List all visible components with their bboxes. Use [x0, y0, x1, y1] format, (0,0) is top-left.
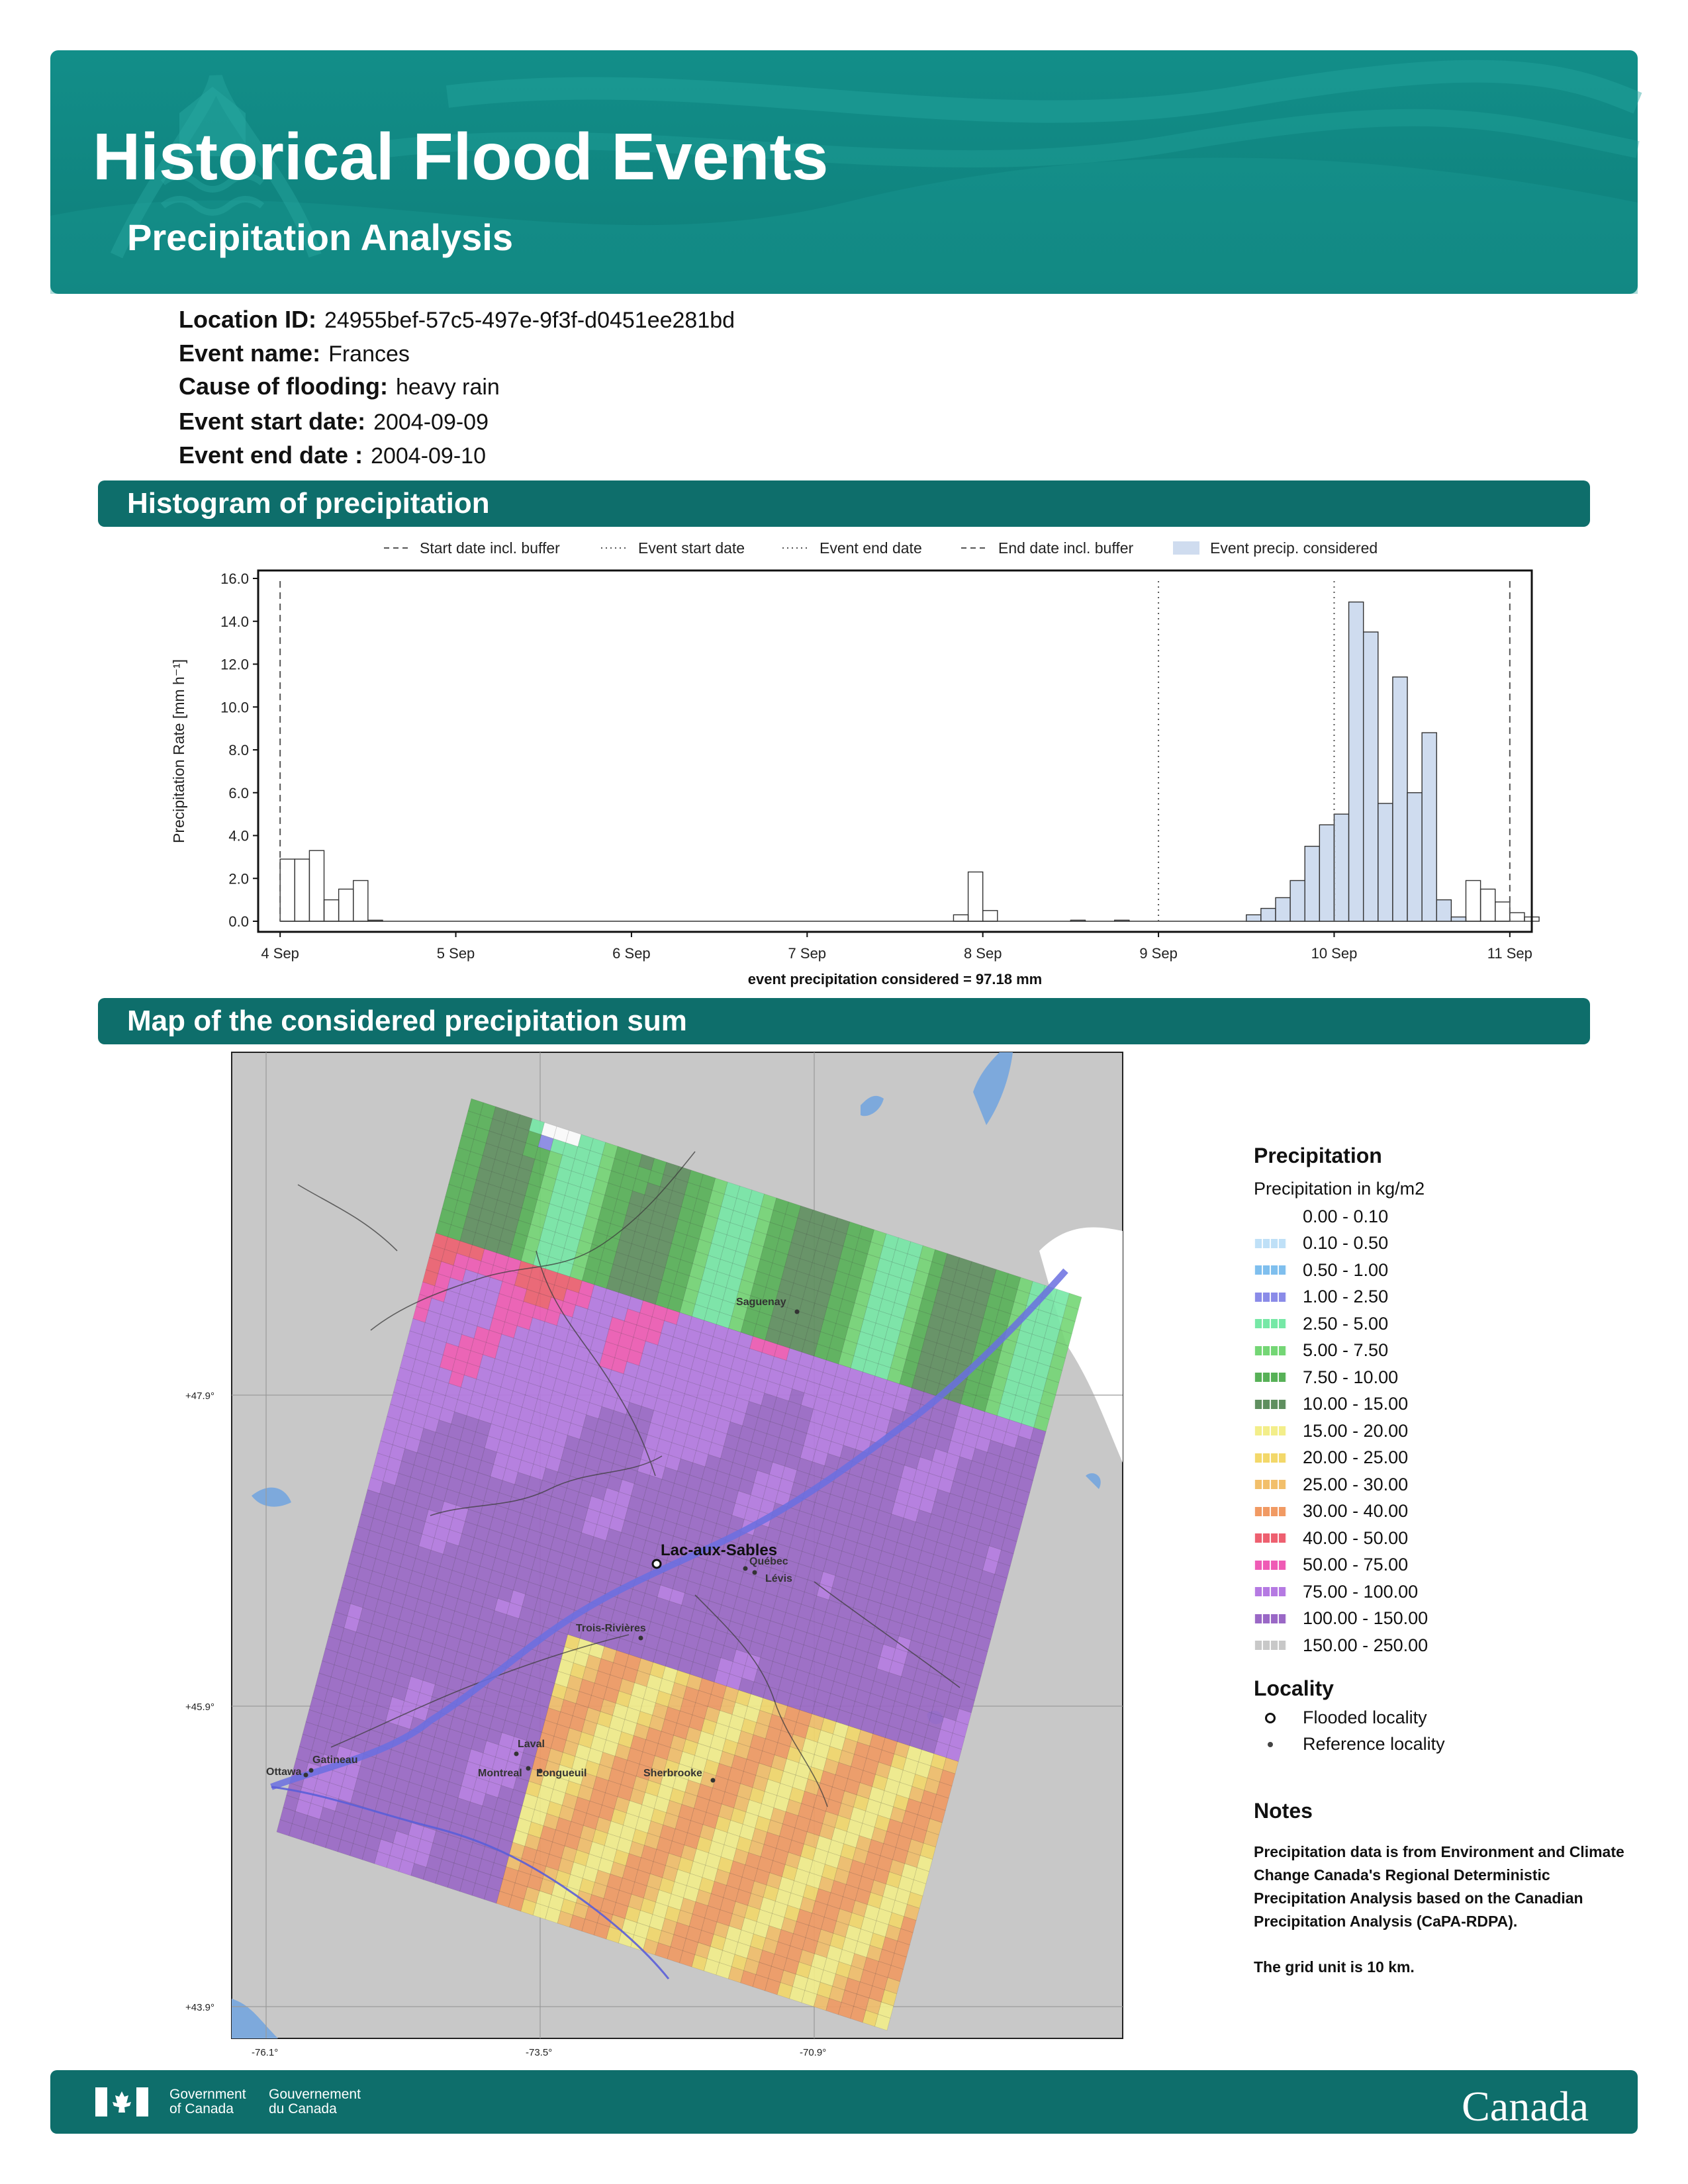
legend-event-start: Event start date	[638, 539, 745, 557]
locality-sherbrooke: Sherbrooke	[643, 1768, 702, 1779]
legend-class-row	[1254, 1310, 1624, 1338]
histogram-bar	[1070, 920, 1085, 921]
legend-swatch	[1254, 1212, 1287, 1221]
histogram-bar	[968, 872, 983, 921]
histogram-xticks	[261, 932, 1532, 962]
legend-swatch	[1254, 1614, 1287, 1623]
legend-swatch	[1254, 1480, 1287, 1489]
histogram-xtick-label: 5 Sep	[436, 945, 475, 962]
event-name-label: Event name:	[179, 340, 321, 367]
histogram-bar	[1261, 909, 1276, 921]
legend-class-row	[1254, 1257, 1624, 1284]
locality-longueuil: Longueuil	[536, 1768, 587, 1779]
histogram-ylabel: Precipitation Rate [mm h⁻¹]	[170, 659, 187, 844]
histogram-bar	[1246, 915, 1261, 921]
legend-class-label: 0.10 - 0.50	[1303, 1233, 1389, 1253]
legend-class-row	[1254, 1284, 1624, 1311]
histogram-bar	[1407, 793, 1422, 921]
legend-reference-locality	[1254, 1731, 1624, 1758]
gov-fr-line2: du Canada	[269, 2101, 337, 2116]
section-header-histogram	[98, 480, 1590, 527]
histogram-xtick-label: 8 Sep	[963, 945, 1002, 962]
start-date-label: Event start date:	[179, 408, 366, 435]
histogram-bar	[339, 889, 353, 921]
histogram-bar	[1319, 825, 1334, 921]
legend-class-row	[1254, 1445, 1624, 1472]
legend-class-label: 50.00 - 75.00	[1303, 1555, 1409, 1575]
histogram-bar	[1466, 880, 1480, 921]
histogram-ytick-label: 0.0	[228, 913, 249, 930]
histogram-bar	[1115, 920, 1129, 921]
histogram-bar	[280, 859, 295, 921]
legend-classes	[1254, 1203, 1624, 1659]
locality-montreal: Montreal	[478, 1768, 522, 1779]
legend-end-buffer: End date incl. buffer	[998, 539, 1134, 557]
legend-class-row	[1254, 1230, 1624, 1257]
legend-class-label: 100.00 - 150.00	[1303, 1608, 1429, 1629]
histogram-bar	[983, 911, 998, 921]
legend-flooded-locality	[1254, 1705, 1624, 1731]
legend-title: Precipitation	[1254, 1144, 1382, 1167]
legend-swatch	[1254, 1319, 1287, 1328]
histogram-ytick-label: 14.0	[220, 613, 249, 630]
legend-class-row	[1254, 1418, 1624, 1445]
legend-class-label: 20.00 - 25.00	[1303, 1447, 1409, 1468]
section-header-map	[98, 998, 1590, 1044]
event-name-value: Frances	[328, 341, 410, 367]
legend-class-label: 10.00 - 15.00	[1303, 1394, 1409, 1414]
histogram-bar	[1349, 602, 1364, 921]
flooded-locality-marker	[653, 1560, 661, 1568]
legend-class-row	[1254, 1525, 1624, 1552]
lon-label-2: -73.5°	[526, 2047, 553, 2058]
locality-quebec: Québec	[749, 1556, 788, 1567]
histogram-bar	[295, 859, 309, 921]
flooded-locality-text: Flooded locality	[1303, 1707, 1427, 1727]
end-date-row	[179, 441, 486, 469]
legend-event-end: Event end date	[820, 539, 922, 557]
legend-class-row	[1254, 1338, 1624, 1365]
histogram-ytick-label: 2.0	[228, 870, 249, 887]
histogram-bar	[1393, 677, 1407, 921]
histogram-bar	[309, 850, 324, 921]
reference-locality-text: Reference locality	[1303, 1734, 1445, 1754]
locality-title: Locality	[1254, 1676, 1334, 1700]
legend-swatch	[1254, 1265, 1287, 1275]
histogram-xtick-label: 11 Sep	[1487, 945, 1532, 962]
histogram-bar	[1495, 902, 1510, 921]
histogram-ytick-label: 6.0	[228, 784, 249, 801]
legend-class-label: 2.50 - 5.00	[1303, 1313, 1389, 1334]
map-legend	[1254, 1144, 1624, 1979]
histogram-bar	[1451, 917, 1466, 921]
histogram-bars	[280, 602, 1539, 921]
legend-swatch	[1254, 1373, 1287, 1382]
locality-levis: Lévis	[765, 1573, 792, 1584]
lat-label-2: +45.9°	[185, 1702, 214, 1713]
flooded-marker-icon	[1265, 1713, 1276, 1723]
gov-en-line2: of Canada	[169, 2101, 234, 2116]
locality-trois-rivieres: Trois-Rivières	[576, 1623, 646, 1634]
location-id-label: Location ID:	[179, 306, 316, 333]
end-date-value: 2004-09-10	[371, 443, 486, 469]
locality-ottawa: Ottawa	[266, 1766, 302, 1778]
histogram-bar	[1290, 880, 1305, 921]
histogram-bar	[1510, 913, 1524, 921]
histogram-ytick-label: 12.0	[220, 656, 249, 673]
canada-wordmark: Canada	[1462, 2083, 1589, 2130]
legend-swatch	[1254, 1239, 1287, 1248]
start-date-row	[179, 408, 489, 435]
flooded-locality-label: Lac-aux-Sables	[661, 1541, 778, 1559]
legend-class-label: 0.50 - 1.00	[1303, 1259, 1389, 1280]
histogram-bar	[368, 920, 383, 921]
legend-class-row	[1254, 1203, 1624, 1230]
histogram-ytick-label: 8.0	[228, 742, 249, 758]
notes-text: Precipitation data is from Environment and Climate Change Canada's Regional Deterministic Precipitation Analysis based on the Canadian Precipitation Analysis (CaPA-RDPA).	[1254, 1843, 1624, 1930]
histogram-ytick-label: 4.0	[228, 827, 249, 844]
reference-marker-icon	[1268, 1742, 1273, 1747]
legend-class-label: 30.00 - 40.00	[1303, 1501, 1409, 1522]
footer	[50, 2070, 1638, 2134]
lon-label-1: -76.1°	[252, 2047, 279, 2058]
histogram-xtick-label: 4 Sep	[261, 945, 299, 962]
cause-row	[179, 373, 500, 400]
histogram-xtick-label: 10 Sep	[1311, 945, 1358, 962]
legend-swatch	[1254, 1587, 1287, 1596]
legend-swatch	[1254, 1561, 1287, 1570]
histogram-bar	[353, 880, 368, 921]
location-id-row	[179, 306, 735, 334]
locality-gatineau: Gatineau	[312, 1754, 358, 1766]
canada-flag-icon	[95, 2087, 148, 2116]
legend-swatch	[1254, 1400, 1287, 1409]
legend-class-row	[1254, 1391, 1624, 1418]
legend-class-row	[1254, 1498, 1624, 1525]
notes-title: Notes	[1254, 1798, 1313, 1823]
legend-class-label: 75.00 - 100.00	[1303, 1581, 1419, 1602]
legend-swatch	[1254, 1507, 1287, 1516]
legend-class-row	[1254, 1471, 1624, 1498]
histogram-legend	[384, 539, 1378, 557]
legend-swatch	[1254, 1533, 1287, 1543]
page-title: Historical Flood Events	[93, 120, 829, 194]
section-title-map: Map of the considered precipitation sum	[127, 1005, 687, 1037]
histogram-bar	[1422, 733, 1436, 921]
grid-note: The grid unit is 10 km.	[1254, 1958, 1415, 1976]
histogram-yticks	[220, 570, 258, 930]
legend-subtitle: Precipitation in kg/m2	[1254, 1179, 1425, 1199]
legend-swatch	[1254, 1426, 1287, 1435]
legend-class-row	[1254, 1364, 1624, 1391]
precipitation-map	[185, 1052, 1125, 2058]
histogram-bar	[1276, 897, 1290, 921]
cause-value: heavy rain	[395, 375, 500, 400]
legend-class-row	[1254, 1606, 1624, 1633]
histogram-ytick-label: 16.0	[220, 570, 249, 587]
legend-class-row	[1254, 1632, 1624, 1659]
lat-label-1: +47.9°	[185, 1390, 214, 1402]
gov-en-line1: Government	[169, 2087, 246, 2102]
section-title-histogram: Histogram of precipitation	[127, 487, 490, 520]
lon-label-3: -70.9°	[800, 2047, 827, 2058]
histogram-bar	[1436, 900, 1451, 921]
histogram-bar	[1305, 846, 1319, 921]
histogram-bar	[1378, 803, 1393, 921]
legend-class-label: 15.00 - 20.00	[1303, 1420, 1409, 1441]
start-date-value: 2004-09-09	[373, 410, 489, 435]
gov-fr	[269, 2087, 361, 2116]
legend-class-row	[1254, 1578, 1624, 1606]
legend-swatch	[1254, 1453, 1287, 1463]
legend-swatch	[1254, 1641, 1287, 1650]
gov-fr-line1: Gouvernement	[269, 2087, 361, 2102]
cause-label: Cause of flooding:	[179, 373, 388, 400]
legend-class-label: 1.00 - 2.50	[1303, 1287, 1389, 1307]
legend-considered: Event precip. considered	[1210, 539, 1378, 557]
legend-class-label: 150.00 - 250.00	[1303, 1635, 1429, 1655]
histogram-bar	[1481, 889, 1495, 921]
histogram-ytick-label: 10.0	[220, 699, 249, 716]
legend-class-label: 7.50 - 10.00	[1303, 1367, 1399, 1387]
lat-label-3: +43.9°	[185, 2002, 214, 2013]
histogram-xtick-label: 7 Sep	[788, 945, 827, 962]
legend-start-buffer: Start date incl. buffer	[420, 539, 560, 557]
page-subtitle: Precipitation Analysis	[127, 216, 513, 258]
locality-laval: Laval	[518, 1739, 545, 1750]
legend-class-label: 25.00 - 30.00	[1303, 1474, 1409, 1494]
histogram-bar	[1364, 632, 1378, 921]
histogram-bar	[324, 900, 339, 921]
end-date-label: Event end date :	[179, 441, 363, 469]
gov-en	[169, 2087, 246, 2116]
histogram-bar	[953, 915, 968, 921]
location-id-value: 24955bef-57c5-497e-9f3f-d0451ee281bd	[324, 308, 735, 333]
histogram-summary: event precipitation considered = 97.18 mm	[747, 971, 1043, 987]
histogram-bar	[1334, 814, 1348, 921]
legend-class-label: 5.00 - 7.50	[1303, 1340, 1389, 1361]
legend-class-label: 0.00 - 0.10	[1303, 1206, 1389, 1226]
legend-swatch	[1254, 1293, 1287, 1302]
legend-swatch	[1254, 1346, 1287, 1355]
legend-class-label: 40.00 - 50.00	[1303, 1527, 1409, 1548]
legend-class-row	[1254, 1552, 1624, 1579]
histogram-xtick-label: 9 Sep	[1139, 945, 1178, 962]
histogram-xtick-label: 6 Sep	[612, 945, 651, 962]
event-name-row	[179, 340, 410, 367]
precipitation-histogram	[152, 523, 1542, 993]
locality-saguenay: Saguenay	[736, 1297, 786, 1308]
